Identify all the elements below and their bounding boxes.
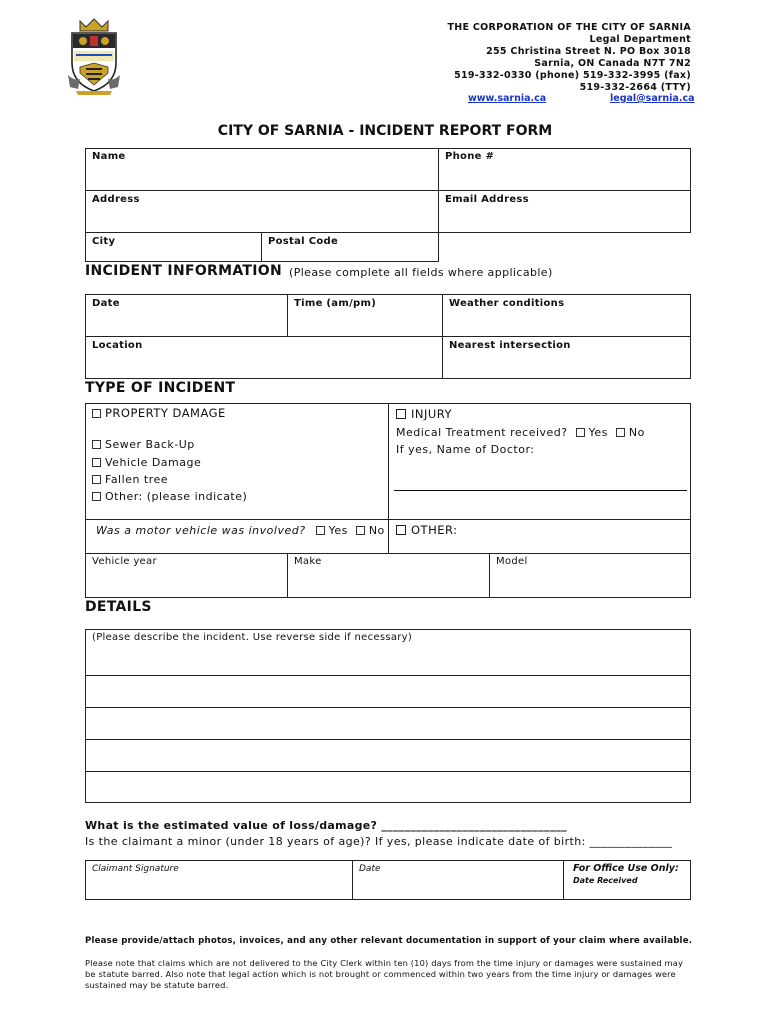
other-label: OTHER: — [411, 523, 458, 537]
details-line[interactable] — [85, 771, 691, 772]
doctor-name-line[interactable] — [394, 490, 687, 491]
checkbox-icon[interactable] — [92, 409, 101, 418]
medical-question: Medical Treatment received? — [396, 426, 568, 439]
motor-vehicle-row — [96, 524, 385, 537]
doctor-question: If yes, Name of Doctor: — [396, 443, 535, 456]
checkbox-icon[interactable] — [396, 409, 406, 419]
sewer-label: Sewer Back-Up — [105, 438, 195, 451]
property-damage-label: PROPERTY DAMAGE — [105, 406, 226, 420]
motor-vehicle-question: Was a motor vehicle was involved? — [96, 524, 306, 537]
signature-date-label: Date — [359, 864, 381, 874]
postal-code-label: Postal Code — [268, 236, 339, 247]
email-label: Email Address — [445, 194, 529, 205]
city-crest-logo — [66, 17, 122, 95]
time-label: Time (am/pm) — [294, 298, 377, 309]
header-dept: Legal Department — [589, 34, 691, 45]
email-link[interactable]: legal@sarnia.ca — [610, 93, 695, 104]
incident-info-note: (Please complete all fields where applicable) — [289, 266, 553, 279]
make-label: Make — [294, 556, 322, 567]
minor-question[interactable]: Is the claimant a minor (under 18 years of age)? If yes, please indicate date of birth: ______________ — [85, 835, 673, 848]
checkbox-icon[interactable] — [92, 475, 101, 484]
sewer-option[interactable] — [92, 438, 195, 451]
model-label: Model — [496, 556, 528, 567]
injury-option[interactable] — [396, 407, 452, 421]
header-street: 255 Christina Street N. PO Box 3018 — [486, 46, 691, 57]
other-indicate-option[interactable] — [92, 490, 247, 503]
footer-provide-note: Please provide/attach photos, invoices, and any other relevant documentation in support of your claim where available. — [85, 936, 693, 946]
fallen-tree-option[interactable] — [92, 473, 168, 486]
claimant-signature-label: Claimant Signature — [92, 864, 179, 874]
name-label: Name — [92, 151, 126, 162]
footer-legal-note: Please note that claims which are not delivered to the City Clerk within ten (10) days from the time injury or damages were sustained may be statute barred. Also note that legal action which is not brought or commenced within two years from the time injury or damages were sustained may be statute barred. — [85, 958, 684, 990]
website-link[interactable]: www.sarnia.ca — [468, 93, 547, 104]
details-instruction: (Please describe the incident. Use reverse side if necessary) — [92, 632, 413, 643]
date-received-label: Date Received — [573, 876, 638, 885]
header-tty: 519-332-2664 (TTY) — [579, 82, 691, 93]
medical-no-checkbox[interactable] — [616, 428, 625, 437]
city-label: City — [92, 236, 116, 247]
phone-label: Phone # — [445, 151, 495, 162]
motor-no-checkbox[interactable] — [356, 526, 365, 535]
other-option[interactable] — [396, 523, 458, 537]
address-label: Address — [92, 194, 140, 205]
checkbox-icon[interactable] — [396, 525, 406, 535]
location-label: Location — [92, 340, 143, 351]
details-box[interactable] — [85, 629, 691, 803]
vehicle-year-label: Vehicle year — [92, 556, 157, 567]
property-damage-option[interactable] — [92, 406, 226, 420]
name-field[interactable] — [85, 148, 439, 191]
fallen-tree-label: Fallen tree — [105, 473, 169, 486]
checkbox-icon[interactable] — [92, 458, 101, 467]
injury-label: INJURY — [411, 407, 453, 421]
signature-date-field[interactable] — [352, 860, 564, 900]
loss-value-question[interactable]: What is the estimated value of loss/damage? ________________________________ — [85, 819, 567, 832]
motor-yes-checkbox[interactable] — [316, 526, 325, 535]
checkbox-icon[interactable] — [92, 492, 101, 501]
date-label: Date — [92, 298, 120, 309]
medical-treatment-row — [396, 426, 645, 439]
medical-yes-label: Yes — [588, 426, 608, 439]
header-org: THE CORPORATION OF THE CITY OF SARNIA — [447, 22, 691, 33]
vehicle-damage-option[interactable] — [92, 456, 201, 469]
header-city: Sarnia, ON Canada N7T 7N2 — [534, 58, 691, 69]
details-line[interactable] — [85, 739, 691, 740]
motor-yes-label: Yes — [328, 524, 348, 537]
details-line[interactable] — [85, 707, 691, 708]
header-phones: 519-332-0330 (phone) 519-332-3995 (fax) — [454, 70, 691, 81]
incident-info-title: INCIDENT INFORMATION — [85, 263, 282, 279]
type-of-incident-title: TYPE OF INCIDENT — [85, 380, 236, 396]
weather-label: Weather conditions — [449, 298, 565, 309]
motor-no-label: No — [368, 524, 385, 537]
vehicle-damage-label: Vehicle Damage — [105, 456, 202, 469]
office-use-label: For Office Use Only: — [573, 863, 679, 874]
details-line[interactable] — [85, 675, 691, 676]
other-indicate-label: Other: (please indicate) — [105, 490, 248, 503]
details-title: DETAILS — [85, 599, 152, 615]
medical-yes-checkbox[interactable] — [576, 428, 585, 437]
form-title: CITY OF SARNIA - INCIDENT REPORT FORM — [217, 123, 553, 139]
intersection-label: Nearest intersection — [449, 340, 571, 351]
medical-no-label: No — [628, 426, 645, 439]
checkbox-icon[interactable] — [92, 440, 101, 449]
